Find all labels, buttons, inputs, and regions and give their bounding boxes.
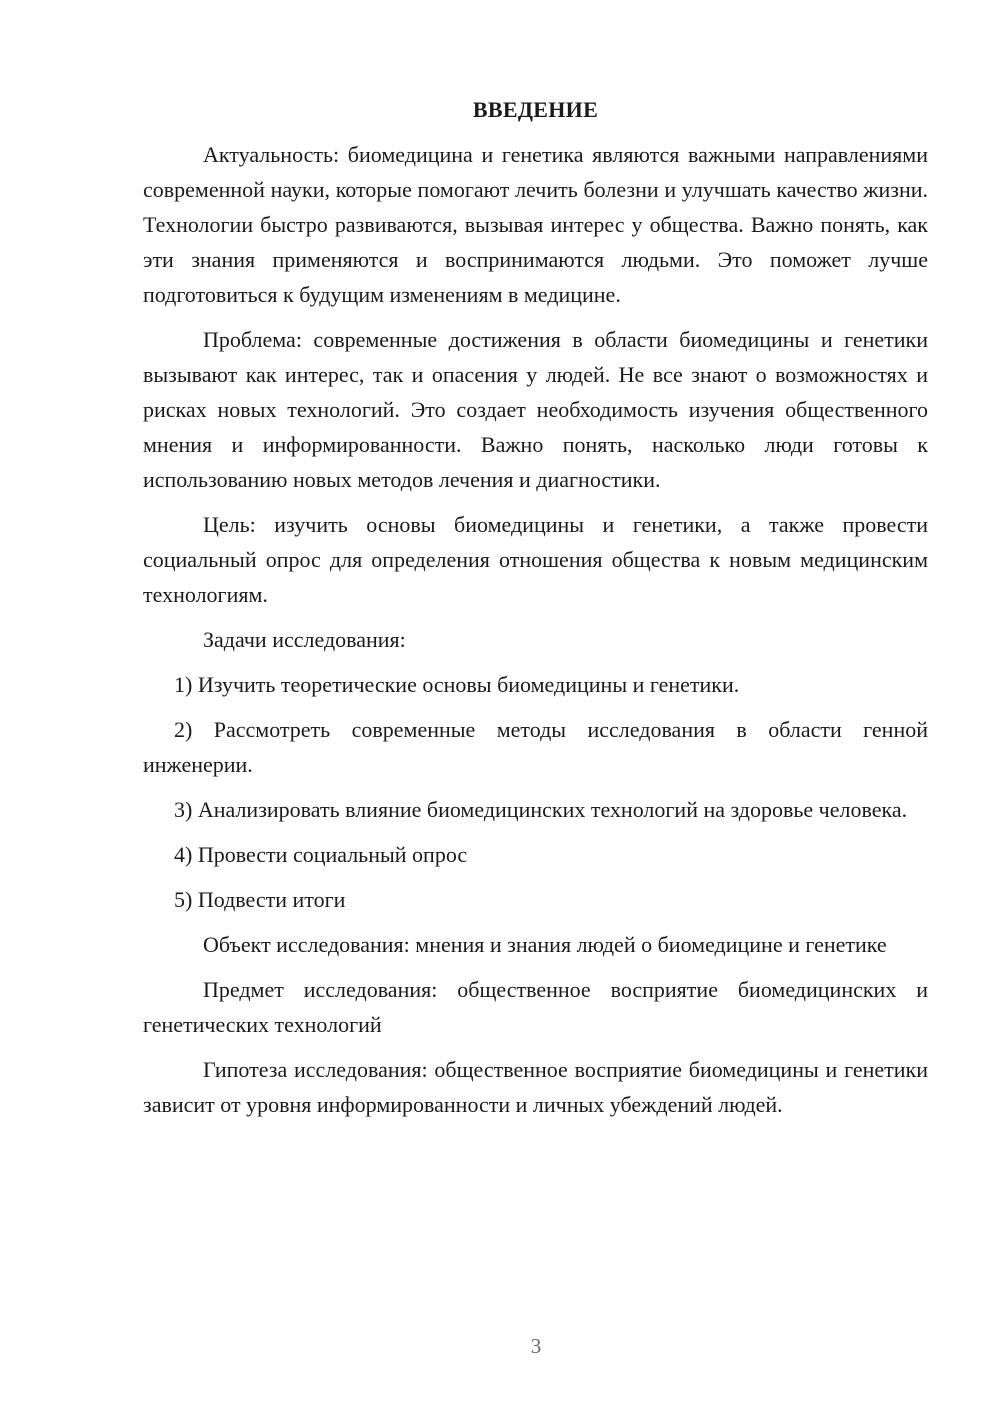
paragraph-relevance: Актуальность: биомедицина и генетика являются важными направлениями современной науки, которые помогают лечить болезни и улучшать качество жизни. Технологии быстро развиваются, вызывая интерес у общества. Важно понять, как эти знания применяются и воспринимаются людьми. Это поможет лучше подготовиться к будущим изменениям в медицине. bbox=[143, 142, 928, 307]
paragraph-problem: Проблема: современные достижения в области биомедицины и генетики вызывают как интерес, так и опасения у людей. Не все знают о возможностях и рисках новых технологий. Это создает необходимость изучения общественного мнения и информированности. Важно понять, насколько люди готовы к использованию новых методов лечения и диагностики. bbox=[143, 327, 928, 492]
document-body bbox=[143, 95, 928, 1132]
paragraph-subject: Предмет исследования: общественное восприятие биомедицинских и генетических технологий bbox=[143, 977, 928, 1037]
task-item-1: 1) Изучить теоретические основы биомедицины и генетики. bbox=[174, 672, 740, 697]
paragraph-hypothesis: Гипотеза исследования: общественное восприятие биомедицины и генетики зависит от уровня информированности и личных убеждений людей. bbox=[143, 1057, 928, 1117]
task-item-3: 3) Анализировать влияние биомедицинских технологий на здоровье человека. bbox=[174, 797, 908, 822]
paragraph-object: Объект исследования: мнения и знания людей о биомедицине и генетике bbox=[203, 932, 887, 957]
task-item-4: 4) Провести социальный опрос bbox=[174, 842, 468, 867]
paragraph-tasks-heading: Задачи исследования: bbox=[203, 627, 406, 652]
task-item-5: 5) Подвести итоги bbox=[174, 887, 346, 912]
paragraph-goal: Цель: изучить основы биомедицины и генетики, а также провести социальный опрос для определения отношения общества к новым медицинским технологиям. bbox=[143, 512, 928, 607]
page-title: ВВЕДЕНИЕ bbox=[472, 97, 599, 122]
page-number: 3 bbox=[530, 1334, 542, 1358]
task-item-2: 2) Рассмотреть современные методы исследования в области генной инженерии. bbox=[143, 717, 928, 777]
